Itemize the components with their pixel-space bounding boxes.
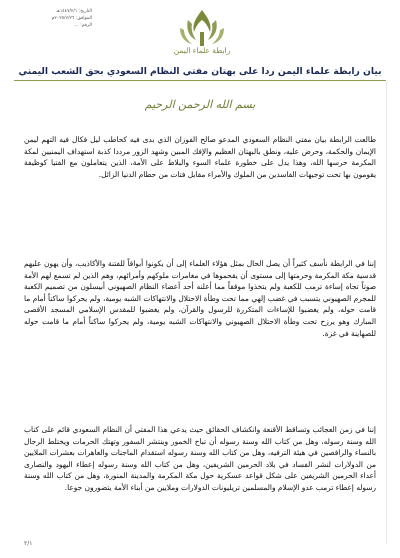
organization-name: رابطة علماء اليمن xyxy=(173,46,231,55)
paragraph: إننا في الرابطة نأسف كثيراً أن يصل الحال بمثل هؤلاء العلماء إلى أن يكونوا أبواقاً للفتنة والأكاذيب، وأن يهون عليهم قدسية مكة المكرمة وحرمتها إلى مستوى أن يقحموها في مغامرات ملوكهم وأمرائهم، وهم الذين لم تسمع لهم الأمة صوتاً تجاه إساءة ترمب للكعبة ولم يتخذوا موقفاً مما أعلنه أحد أعضاء النظام الصهيوني أبيسلون من تصميم الكعبة للمجرم الصهيوني يتسبب في غضب إلهي مما تحت وطأة الاحتلال والانتهاكات الشبه يومية، ولم يحركوا ساكناً أمام ما قامت حوله، ولم يغضبوا للإساءات المتكررة للرسول والقرآن، ولم يغضبوا للمقدس الإسلامي المسجد الأقصى المبارك وهو يرزح تحت وطأة الاحتلال الصهيوني والانتهاكات الشبه يومية، ولم يحركوا ساكناً أمام ما قامت حوله للصهاينة في غزة. xyxy=(24,259,376,338)
meta-line: الرقم: ... xyxy=(74,23,92,28)
document-meta xyxy=(12,8,92,29)
paragraph: إننا في زمن العجائب وتساقط الأقنعة وانكشاف الحقائق حيث يدعي هذا المفتي أن النظام السعودي قائم على كتاب الله وسنة رسوله، وهل من كتاب الله وسنة رسوله أن تباح الخمور وينتشر السفور وتهتك الحرمات ويختلط الرجال بالنساء والراقصين في هيئة الترفيه، وهل من كتاب الله وسنة رسوله استقدام الماجنات والعاهرات بعشرات الملايين من الدولارات لنشر الفساد في بلاد الحرمين الشريفين، وهل من كتاب الله وسنة رسوله إعطاء اليهود والنصارى أعداء الحرمين الشريفين على شكل قواعد عسكرية حول مكة المكرمة والمدينة المنورة، وهل من كتاب الله وسنة رسوله إعطاء ترمب عدو الإسلام والمسلمين تريليونات الدولارات وملايين من أبناء الأمة يتضورون جوعا. xyxy=(24,425,376,492)
meta-line: التاريخ: ١٤٤٧/٢/١هـ xyxy=(56,9,92,14)
document-title: بيان رابطة علماء اليمن ردا على بهتان مفتي النظام السعودي بحق الشعب اليمني xyxy=(18,66,382,77)
paragraph: طالعت الرابطة بيان مفتي النظام السعودي المدعو صالح الفوزان الذي بدى فيه كحاطب ليل فكال فيه التهم ليمن الإيمان والحكمة، وحرض عليه، ونطق بالبهتان العظيم والإفك المبين وشهد الزور مرددا كذبة استهداف اليمنيين لمكة المكرمة حرسها الله، وهذا يدل على خطورة علماء السوء والبلاط على الأمة، الذين يتعاملون مع الفتيا كوظيفة يقومون بها تحت توجيهات الفاسدين من الملوك والأمراء مقابل فتات من حطام الدنيا الزائل. xyxy=(24,135,376,179)
basmala: بسم الله الرحمن الرحيم xyxy=(144,98,256,111)
divider xyxy=(386,82,387,544)
divider xyxy=(14,80,386,81)
page-number: ٢/١ xyxy=(24,540,33,547)
meta-line: الموافق: ٢٠٢٥/٧/٢٦م xyxy=(51,16,92,21)
letterhead xyxy=(0,0,400,80)
